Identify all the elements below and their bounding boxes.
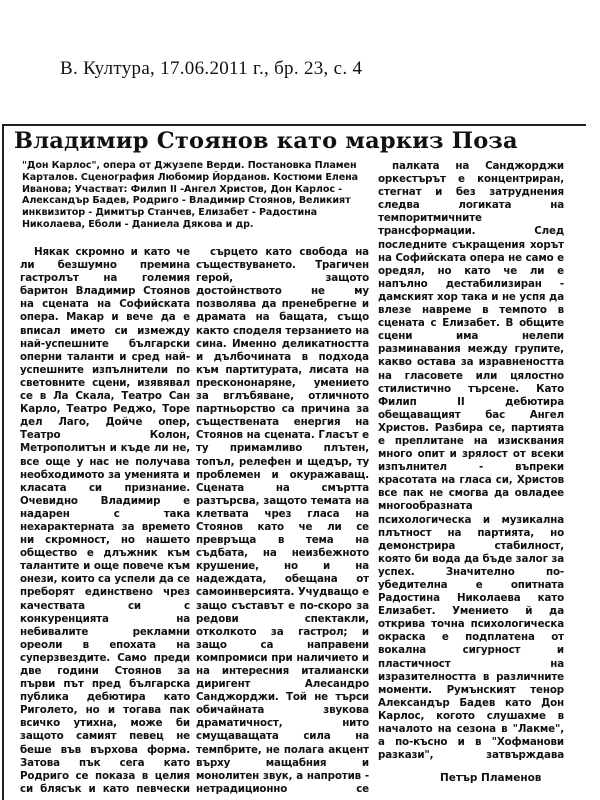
column-1-text: Някак скромно и като че ли безшумно премина гастролът на големия баритон Владимир Стоянов на сцената на Софийската опера. Макар и вече да е вписал името си измежду най-успешните български оперни таланти и сред най-успешните изпълнители по световните сцени, изявявал се в Ла Скала, Театро Сан Карло, Театро Реджо, Торе дел Лаго, Дойче опер, Театро Колон, Метрополитън и къде ли не, все още у нас не получава необходимото за уменията и класата си признание. Очевидно Владимир е надарен с така нехарактерната за времето ни скромност, но нашето общество е длъжник към талантите и още повече към онези, които са успели да се преборят единствено чрез качествата си с конкуренцията на небивалите рекламни ореоли в епохата на суперзвездите. Само преди две години Стоянов за първи път пред българска публика дебютира като Риголето, но и тогава пак всичко утихна, може би защото самият певец не беше във върхова форма. Затова пък сега като Родриго се показа в целия си блясък и като певчески [20,246,190,794]
credits: "Дон Карлос", опера от Джузепе Верди. Постановка Пламен Карталов. Сценография Любомир Йорданов. Костюми Елена Иванова; Участват: Филип II -Ангел Христов, Дон Карлос - Александър Бадев, Родриго - Владимир Стоянов, Великият инквизитор - Димитър Станчев, Елизабет - Радостина Николаева, Еболи - Даниела Дякова и др. [22,160,359,230]
column-2-text: сърцето като свобода на съществуването. Трагичен герой, защото достойнството не му позволява да пренебрегне и драмата на бащата, също както споделя терзанието на сина. Именно деликатността и дълбочината в подхода към партитурата, лисата на прескононаряне, умението за вглъбяване, отличното партньорство са причина за съществената енергия на Стоянов на сцената. Гласът е тy примамливо плътен, топъл, релефен и щедър, ту проблемен и окуражаващ. Сцената на смъртта разтърсва, защото темата на клетвата чрез гласа на Стоянов като че ли се превръща в тема на съдбата, на неизбежното крушение, но и на надеждата, обещана от самоинверсията. Учудващо е защо съставът е по-скоро за редови спектакли, отколкото за гастрол; и защо са направени компромиси при наличието и на интересния италиански диригент Алесандро Санджорджи. Той не търси обичайната звукова драматичност, нито смущаващата сила на темпбрите, не полага акцент върху мащабния и монолитен звук, а напротив - нетрадиционно се [196,246,369,794]
article-column-1 [20,246,190,794]
source-line: В. Култура, 17.06.2011 г., бр. 23, с. 4 [60,58,363,79]
author-signature: Петър Пламенов [440,772,542,784]
headline: Владимир Стоянов като маркиз Поза [14,128,518,154]
article-column-3 [378,160,564,760]
article-column-2 [196,246,369,794]
column-3-text: палката на Санджорджи оркестърът е концентриран, стегнат и без затруднения следва логиката на темпоритмичните трансформации. След последните съкращения хорът на Софийската опера не само е оредял, но като че ли е напълно дестабилизиран - дамският хор така и не успя да влезе навреме в темпото в сцената с Елизабет. В общите сцени има нелепи разминавания между групите, какво остава за изравнеността на гласовете или цялостно стилистично търсене. Като Филип II дебютира обещаващият бас Ангел Христов. Разбира се, партията е преплитане на изисквания много опит и зрялост от всеки изпълнител - въпреки красотата на гласа си, Христов все пак не смогва да овладее многообразната психологическа и музикална плътност на партията, но демонстрира стабилност, която би вода да бъде залог за успех. Значително по-убедителна е опитната Радостина Николаева като Елизабет. Умението й да открива точна психологическа окраска е подплатена от вокална сигурност и пластичност на изразителността в различните моменти. Румънският тенор Александър Бадев като Дон Карлос, когото слушахме в началото на сезона в "Лакме", а по-късно и в "Хофманови разкази", затвърждава [378,160,564,760]
